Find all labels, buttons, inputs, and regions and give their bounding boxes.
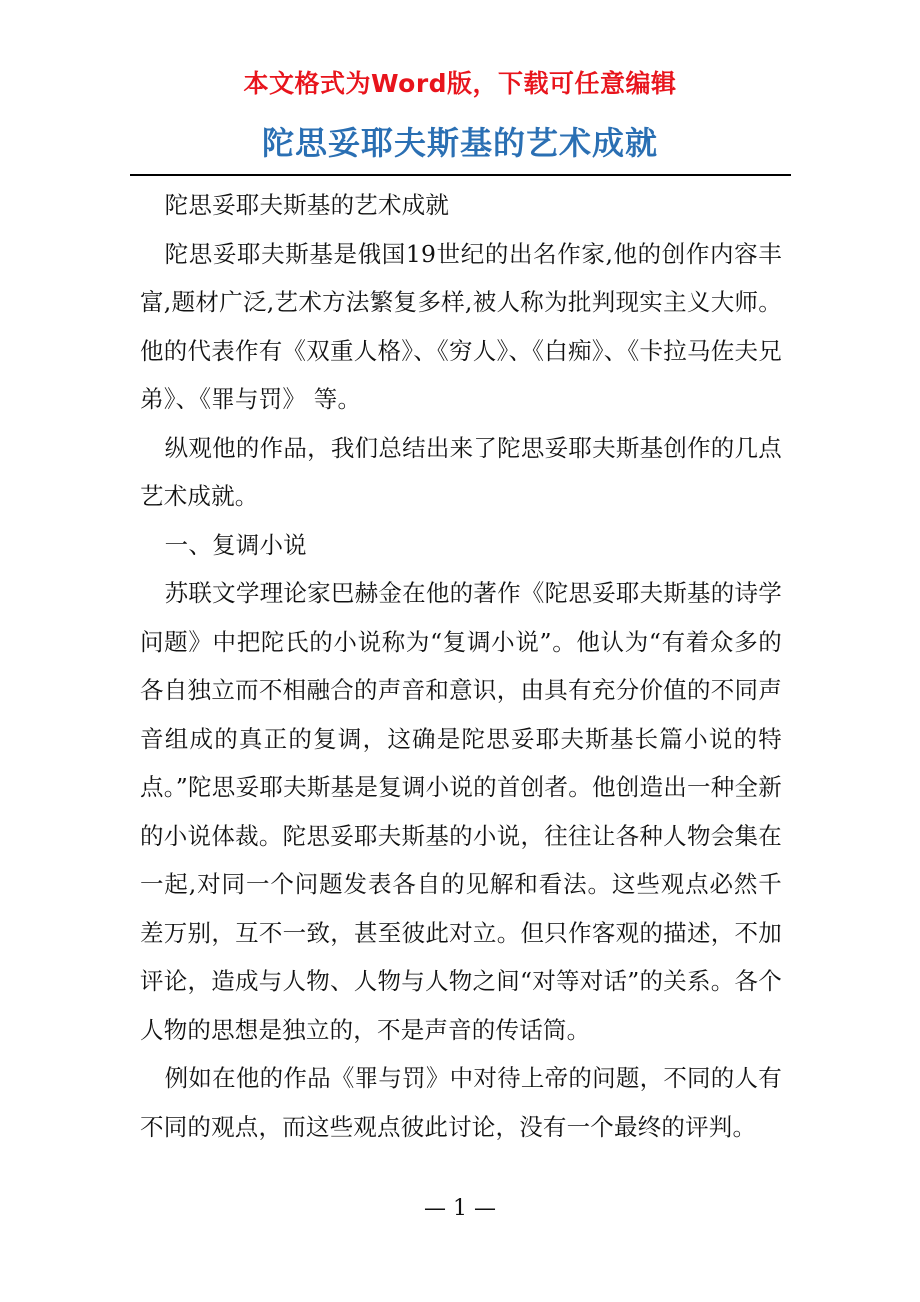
section-heading-polyphonic-novel: 一、复调小说 (164, 530, 307, 559)
paragraph-polyphony: 苏联文学理论家巴赫金在他的著作《陀思妥耶夫斯基的诗学问题》中把陀氏的小说称为“复调小说”。他认为“有着众多的各自独立而不相融合的声音和意识，由具有充分价值的不同声音组成的真正的复调，这确是陀思妥耶夫斯基长篇小说的特点。”陀思妥耶夫斯基是复调小说的首创者。他创造出一种全新的小说体裁。陀思妥耶夫斯基的小说，往往让各种人物会集在一起,对同一个问题发表各自的见解和看法。这些观点必然千差万别，互不一致，甚至彼此对立。但只作客观的描述，不加评论，造成与人物、人物与人物之间“对等对话”的关系。各个人物的思想是独立的，不是声音的传话筒。 (140, 579, 782, 1044)
page-number: — 1 — (424, 1196, 496, 1221)
format-notice-banner: 本文格式为Word版，下载可任意编辑 (243, 69, 677, 98)
document-body (140, 181, 782, 1151)
paragraph-example: 例如在他的作品《罪与罚》中对待上帝的问题，不同的人有不同的观点，而这些观点彼此讨论，没有一个最终的评判。 (140, 1064, 782, 1141)
title-divider (130, 174, 791, 176)
document-title: 陀思妥耶夫斯基的艺术成就 (261, 124, 658, 162)
paragraph-subtitle: 陀思妥耶夫斯基的艺术成就 (164, 191, 450, 219)
paragraph-intro: 陀思妥耶夫斯基是俄国19世纪的出名作家,他的创作内容丰富,题材广泛,艺术方法繁复多样,被人称为批判现实主义大师。他的代表作有《双重人格》、《穷人》、《白痴》、《卡拉马佐夫兄弟》、《罪与罚》 等。 (140, 239, 782, 413)
paragraph-overview: 纵观他的作品，我们总结出来了陀思妥耶夫斯基创作的几点艺术成就。 (140, 433, 782, 510)
